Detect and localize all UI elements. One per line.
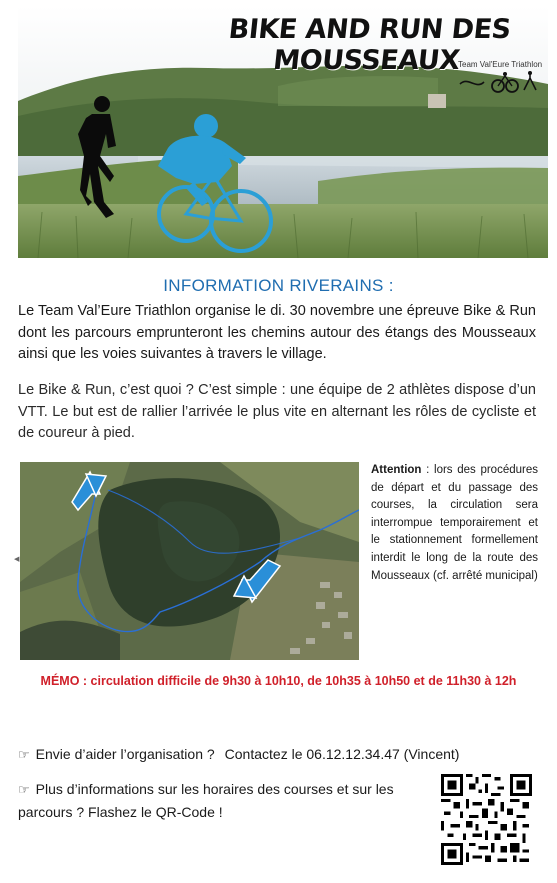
more-info-line (18, 778, 428, 823)
qr-code-icon[interactable] (441, 774, 532, 865)
route-map (20, 462, 359, 660)
hero-banner (18, 6, 548, 258)
help-line (18, 746, 459, 763)
pointing-hand-icon: ☞ (18, 747, 30, 762)
help-contact: Contactez le 06.12.12.34.47 (Vincent) (224, 746, 460, 762)
attention-label: Attention (371, 464, 422, 476)
pointing-hand-icon: ☞ (18, 782, 30, 797)
satellite-map-image (20, 462, 359, 660)
memo-banner: MÉMO : circulation difficile de 9h30 à 10h10, de 10h35 à 10h50 et de 11h30 à 12h (40, 674, 517, 688)
club-name: Team Val'Eure Triathlon (458, 60, 543, 69)
intro-paragraph: Le Team Val’Eure Triathlon organise le di. 30 novembre une épreuve Bike & Run dont les parcours emprunteront les chemins autour des étangs des Mousseaux ainsi que les voies suivantes à travers le village. (18, 303, 536, 362)
explain-paragraph: Le Bike & Run, c’est quoi ? C’est simple : une équipe de 2 athlètes dispose d’un VTT. Le but est de rallier l’arrivée le plus vite en alternant les rôles de cycliste et de coureur à pied. (18, 382, 536, 441)
section-heading: INFORMATION RIVERAINS : (163, 276, 394, 295)
attention-text: : lors des procédures de départ et du passage des courses, la circulation sera interrompue temporairement et le stationnement formellement interdit le long de la route des Mousseaux (cf. arrêté municipal) (371, 464, 538, 582)
attention-notice (371, 462, 538, 585)
triathlon-logo-icon (458, 70, 548, 96)
page-title: BIKE AND RUN DES MOUSSEAUX (227, 14, 513, 76)
more-info-text: Plus d’informations sur les horaires des courses et sur les parcours ? Flashez le QR-Code ! (18, 781, 394, 820)
edge-marker: ◀ (14, 555, 20, 563)
help-question: Envie d’aider l’organisation ? (35, 746, 215, 762)
